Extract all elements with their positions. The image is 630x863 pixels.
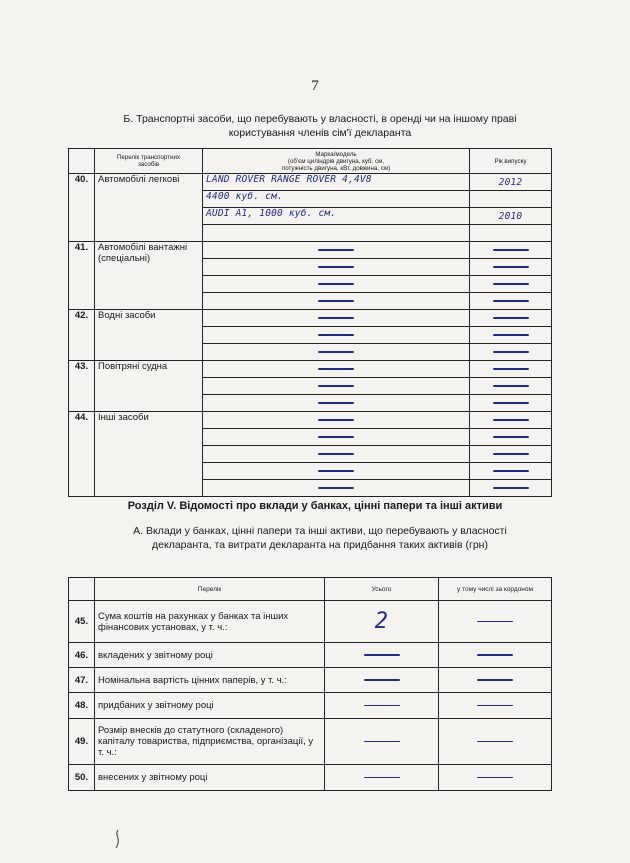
row-number: 46.: [69, 643, 95, 668]
row-number: 48.: [69, 693, 95, 719]
row-number: 47.: [69, 668, 95, 693]
row-number: 40.: [69, 174, 95, 242]
header-abroad: у тому числі за кордоном: [439, 578, 552, 601]
row-number: 43.: [69, 361, 95, 412]
row-label: Розмір внесків до статутного (складеного) капіталу товариства, підприємства, організації, у т. ч.:: [95, 719, 325, 765]
vehicle-model: AUDI A1, 1000 куб. см.: [203, 208, 470, 225]
row-number: 44.: [69, 412, 95, 497]
section-b-title-line1: Б. Транспортні засоби, що перебувають у власності, в оренді чи на іншому праві: [123, 113, 517, 125]
row-label: Сума коштів на рахунках у банках та інших фінансових установах, у т. ч.:: [95, 601, 325, 643]
row-label: вкладених у звітному році: [95, 643, 325, 668]
row-label: Інші засоби: [95, 412, 203, 497]
row-label: Повітряні судна: [95, 361, 203, 412]
header-total: Усього: [325, 578, 439, 601]
assets-header-row: [69, 578, 552, 601]
row-label: Автомобілі вантажні (спеціальні): [95, 242, 203, 310]
vehicle-year: 2012: [470, 174, 552, 191]
vehicle-model: 4400 куб. см.: [203, 191, 470, 208]
section-v-subtitle-line1: А. Вклади у банках, цінні папери та інші активи, що перебувають у власності: [133, 525, 507, 537]
section-b-title: [90, 112, 550, 140]
header-model: Марка/модель (об'єм циліндрів двигуна, куб. см, потужність двигуна, кВт, довжина, см): [203, 149, 470, 174]
dash-mark: [493, 249, 529, 251]
header-type: Перелік транспортних засобів: [95, 149, 203, 174]
table-row: [69, 174, 552, 191]
table-row: [69, 601, 552, 643]
table-row: [69, 242, 552, 259]
vehicles-header-row: [69, 149, 552, 174]
table-row: [69, 643, 552, 668]
row-number: 49.: [69, 719, 95, 765]
vehicles-table: [68, 148, 552, 497]
signature-mark: [108, 828, 128, 852]
row-label: Номінальна вартість цінних паперів, у т. ч.:: [95, 668, 325, 693]
table-row: [69, 693, 552, 719]
dash-mark: [477, 621, 513, 623]
row-label: Водні засоби: [95, 310, 203, 361]
header-list: Перелік: [95, 578, 325, 601]
row-number: 41.: [69, 242, 95, 310]
table-row: [69, 719, 552, 765]
row-number: 45.: [69, 601, 95, 643]
table-row: [69, 310, 552, 327]
vehicle-model: LAND ROVER RANGE ROVER 4,4V8: [203, 174, 470, 191]
row-label: придбаних у звітному році: [95, 693, 325, 719]
row-label: Автомобілі легкові: [95, 174, 203, 242]
row-number: 50.: [69, 765, 95, 791]
header-year: Рік випуску: [470, 149, 552, 174]
table-row: [69, 668, 552, 693]
section-v-subtitle-line2: декларанта, та витрати декларанта на придбання таких активів (грн): [152, 539, 488, 551]
row-label: внесених у звітному році: [95, 765, 325, 791]
table-row: [69, 765, 552, 791]
section-v-subtitle: [100, 524, 540, 552]
assets-table: [68, 577, 552, 791]
dash-mark: [318, 249, 354, 251]
section-b-title-line2: користування членів сім'ї декларанта: [228, 127, 412, 139]
table-row: [69, 412, 552, 429]
page-number: 7: [311, 78, 319, 94]
total-value: 2: [325, 601, 439, 643]
table-row: [69, 361, 552, 378]
row-number: 42.: [69, 310, 95, 361]
vehicle-year: 2010: [470, 208, 552, 225]
section-v-title: Розділ V. Відомості про вклади у банках, цінні папери та інші активи: [127, 500, 503, 512]
